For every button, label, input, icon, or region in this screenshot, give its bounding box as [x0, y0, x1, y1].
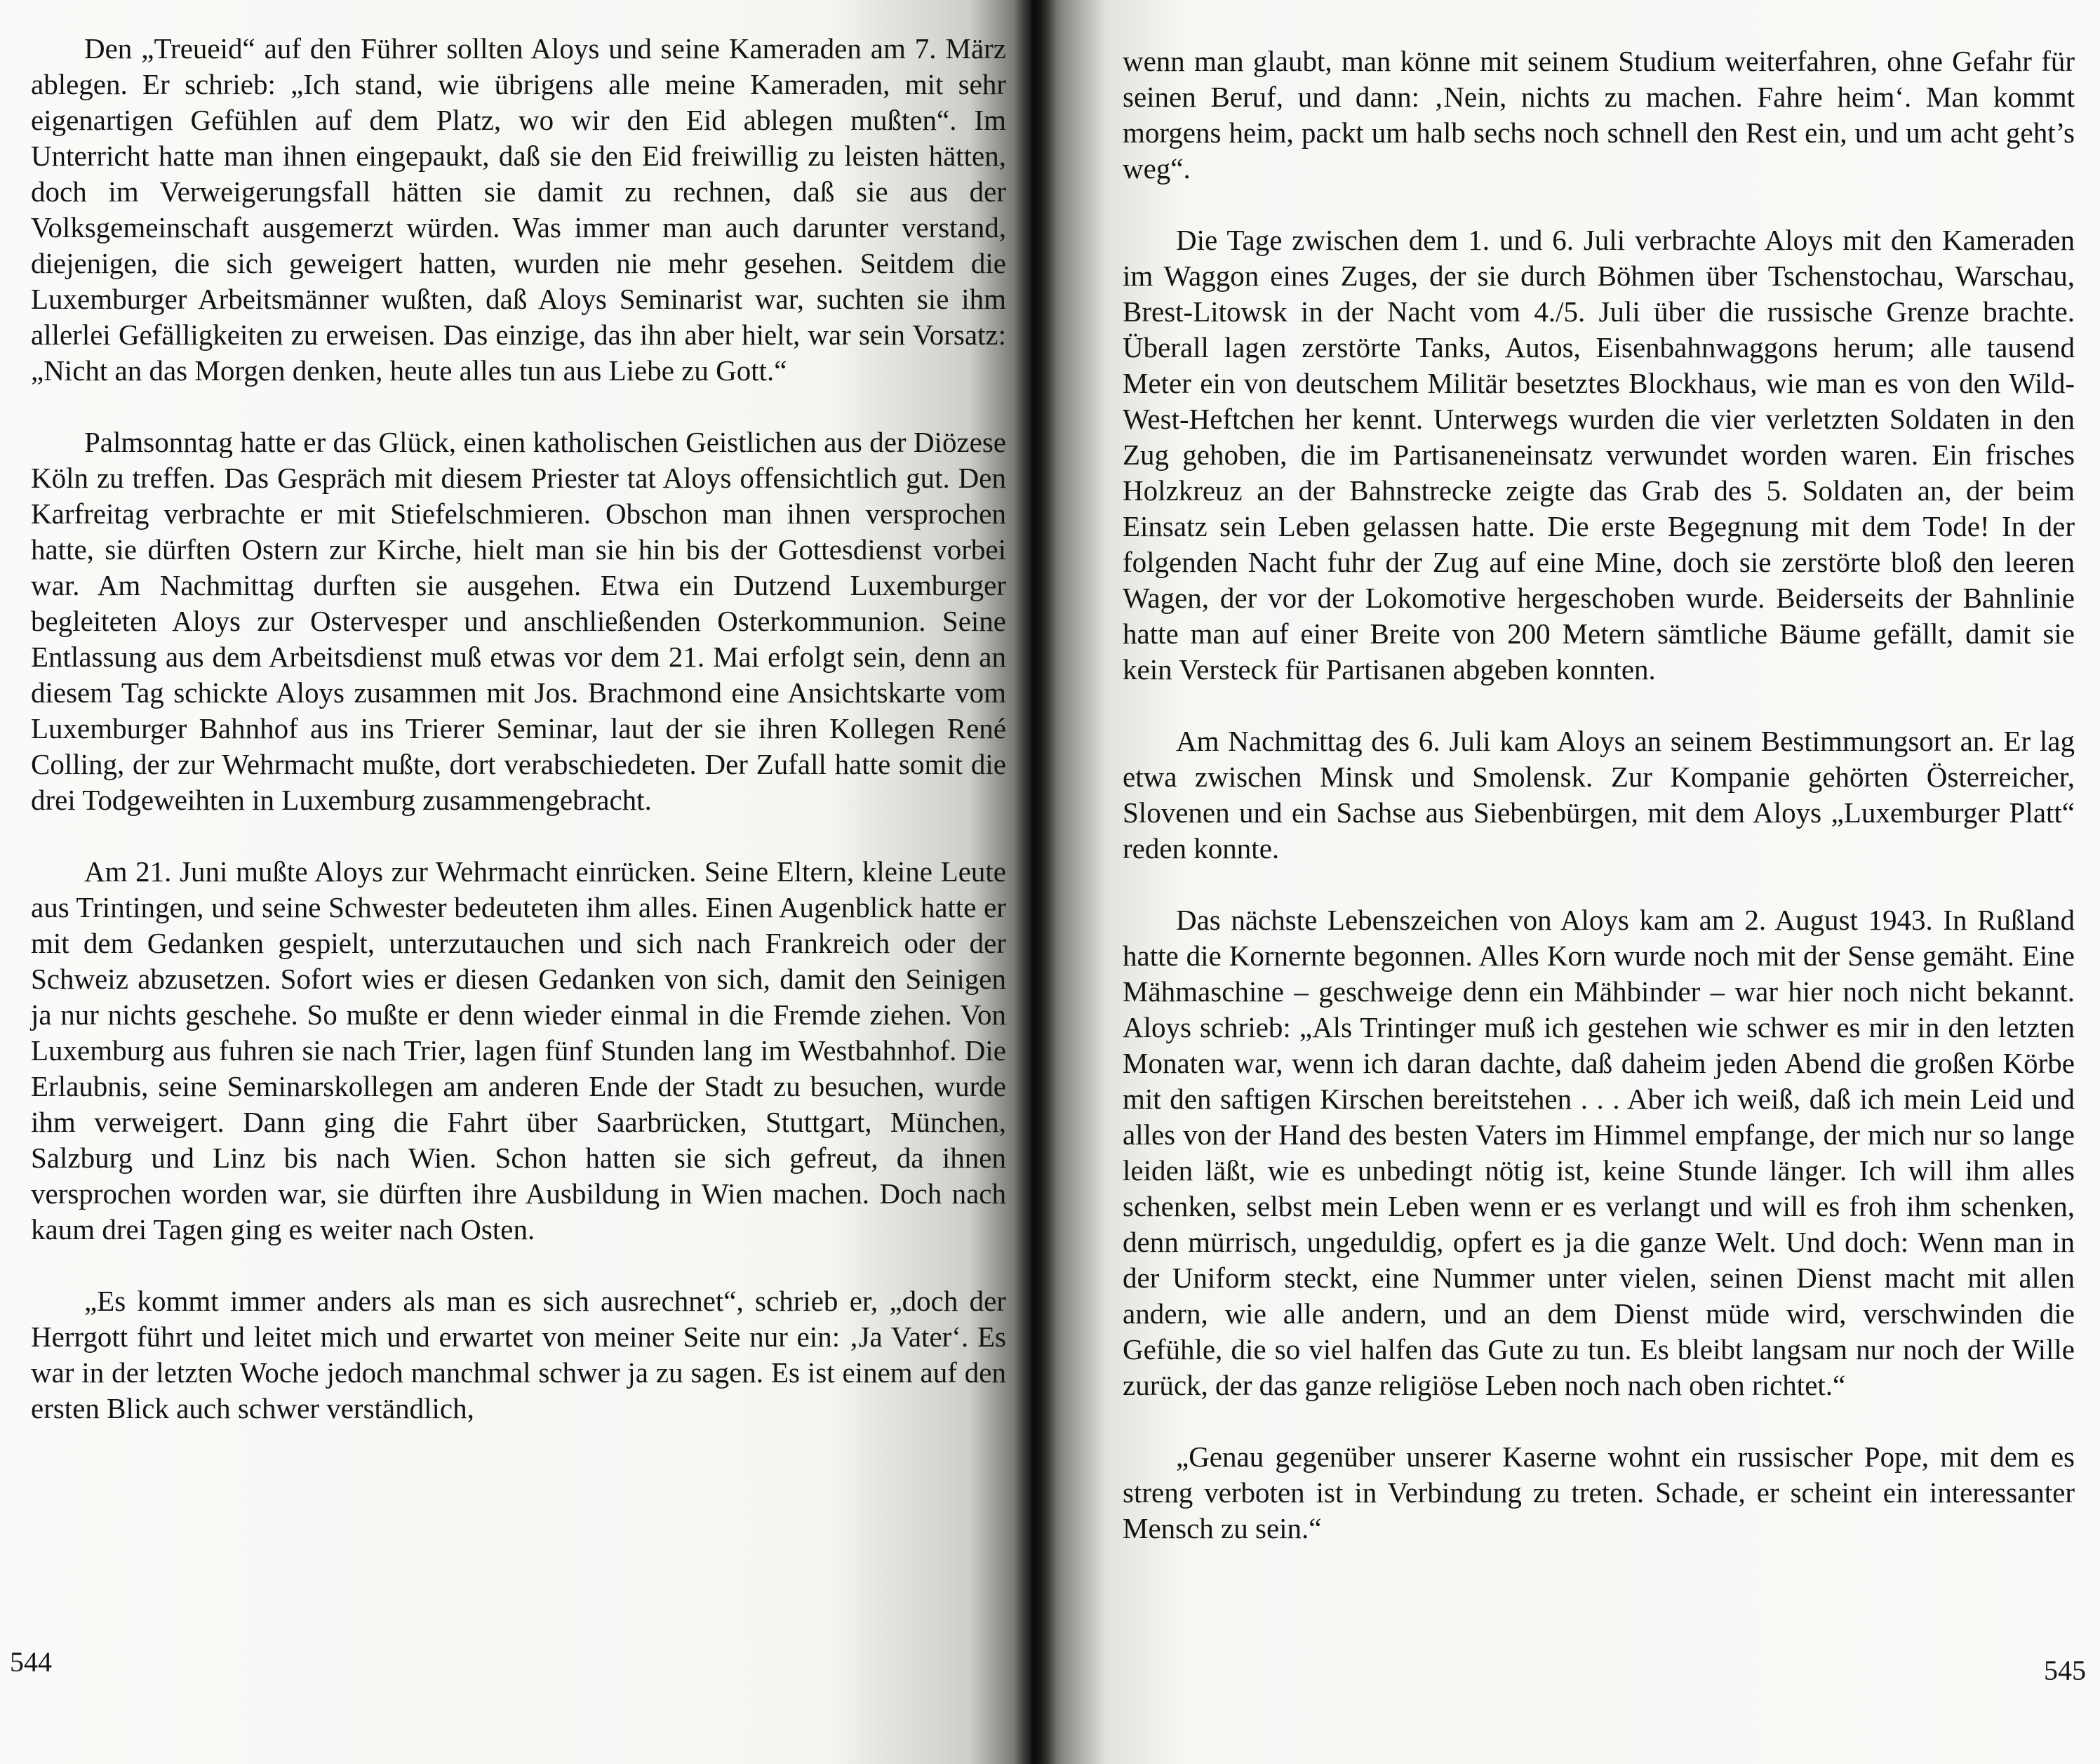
paragraph: Palmsonntag hatte er das Glück, einen katholischen Geistlichen aus der Diözese Köln zu treffen. Das Gespräch mit diesem Priester tat Aloys offensichtlich gut. Den Karfreitag verbrachte er mit Stiefelschmieren. Obschon man ihnen versprochen hatte, sie dürften Ostern zur Kirche, hielt man sie hin bis der Gottesdienst vorbei war. Am Nachmittag durften sie ausgehen. Etwa ein Dutzend Luxemburger begleiteten Aloys zur Ostervesper und anschließenden Osterkommunion. Seine Entlassung aus dem Arbeitsdienst muß etwas vor dem 21. Mai erfolgt sein, denn an diesem Tag schickte Aloys zusammen mit Jos. Brachmond eine Ansichtskarte vom Luxemburger Bahnhof aus ins Trierer Seminar, laut der sie ihren Kollegen René Colling, der zur Wehrmacht mußte, dort verabschiedeten. Der Zufall hatte somit die drei Todgeweihten in Luxemburg zusammengebracht. [31, 426, 1006, 816]
paragraph: Die Tage zwischen dem 1. und 6. Juli verbrachte Aloys mit den Kameraden im Waggon eines Zuges, der sie durch Böhmen über Tschenstochau, Warschau, Brest-Litowsk in der Nacht vom 4./5. Juli über die russische Grenze brachte. Überall lagen zerstörte Tanks, Autos, Eisenbahnwaggons herum; alle tausend Meter ein von deutschem Militär besetztes Blockhaus, wie man es von den Wild-West-Heftchen her kennt. Unterwegs wurden die vier verletzten Soldaten in den Zug gehoben, die im Partisaneneinsatz verwundet worden waren. Ein frisches Holzkreuz an der Bahnstrecke zeigte das Grab des 5. Soldaten an, der beim Einsatz sein Leben gelassen hatte. Die erste Begegnung mit dem Tode! In der folgenden Nacht fuhr der Zug auf eine Mine, doch sie zerstörte bloß den leeren Wagen, der vor der Lokomotive hergeschoben wurde. Beiderseits der Bahnlinie hatte man auf einer Breite von 200 Metern sämtliche Bäume gefällt, damit sie kein Versteck für Partisanen abgeben konnten. [1123, 224, 2075, 686]
paragraph: Am Nachmittag des 6. Juli kam Aloys an seinem Bestimmungsort an. Er lag etwa zwischen Minsk und Smolensk. Zur Kompanie gehörten Österreicher, Slovenen und ein Sachse aus Siebenbürgen, mit dem Aloys „Luxemburger Platt“ reden konnte. [1123, 725, 2075, 864]
left-page [0, 0, 1031, 1764]
page-number-right: 545 [2044, 1655, 2086, 1686]
right-page [1031, 0, 2100, 1764]
paragraph: „Genau gegenüber unserer Kaserne wohnt ein russischer Pope, mit dem es streng verboten ist in Verbindung zu treten. Schade, er scheint ein interessanter Mensch zu sein.“ [1123, 1441, 2075, 1544]
paragraph: Am 21. Juni mußte Aloys zur Wehrmacht einrücken. Seine Eltern, kleine Leute aus Trintingen, und seine Schwester bedeuteten ihm alles. Einen Augenblick hatte er mit dem Gedanken gespielt, unterzutauchen und sich nach Frankreich oder der Schweiz abzusetzen. Sofort wies er diesen Gedanken von sich, damit den Seinigen ja nur nichts geschehe. So mußte er denn wieder einmal in die Fremde ziehen. Von Luxemburg aus fuhren sie nach Trier, lagen fünf Stunden lang im Westbahnhof. Die Erlaubnis, seine Seminarskollegen am anderen Ende der Stadt zu besuchen, wurde ihm verweigert. Dann ging die Fahrt über Saarbrücken, Stuttgart, München, Salzburg und Linz bis nach Wien. Schon hatten sie sich gefreut, da ihnen versprochen worden war, sie dürften ihre Ausbildung in Wien machen. Doch nach kaum drei Tagen ging es weiter nach Osten. [31, 855, 1006, 1245]
paragraph-continued: wenn man glaubt, man könne mit seinem Studium weiterfahren, ohne Gefahr für seinen Beruf, und dann: ‚Nein, nichts zu machen. Fahre heim‘. Man kommt morgens heim, packt um halb sechs noch schnell den Rest ein, und um acht geht’s weg“. [1123, 45, 2075, 185]
paragraph: Das nächste Lebenszeichen von Aloys kam am 2. August 1943. In Rußland hatte die Kornernte begonnen. Alles Korn wurde noch mit der Sense gemäht. Eine Mähmaschine – geschweige denn ein Mähbinder – war hier noch nicht bekannt. Aloys schrieb: „Als Trintinger muß ich gestehen wie schwer es mir in den letzten Monaten war, wenn ich daran dachte, daß daheim jeden Abend die großen Körbe mit den saftigen Kirschen bereitstehen . . . Aber ich weiß, daß ich mein Leid und alles von der Hand des besten Vaters im Himmel empfange, der mich nur so lange leiden läßt, wie es unbedingt nötig ist, keine Stunde länger. Ich will ihm alles schenken, selbst mein Leben wenn er es verlangt und will es froh ihm schenken, denn mürrisch, ungeduldig, opfert es ja die ganze Welt. Und doch: Wenn man in der Uniform steckt, eine Nummer unter vielen, seinen Dienst macht mit allen andern, wie alle andern, und an dem Dienst müde wird, verschwinden die Gefühle, die so viel halfen das Gute zu tun. Es bleibt langsam nur noch der Wille zurück, der das ganze religiöse Leben noch nach oben richtet.“ [1123, 904, 2075, 1401]
page-number-left: 544 [10, 1646, 52, 1678]
paragraph: „Es kommt immer anders als man es sich ausrechnet“, schrieb er, „doch der Herrgott führt und leitet mich und erwartet von meiner Seite nur ein: ‚Ja Vater‘. Es war in der letzten Woche jedoch manchmal schwer ja zu sagen. Es ist einem auf den ersten Blick auch schwer verständlich, [31, 1285, 1006, 1424]
paragraph: Den „Treueid“ auf den Führer sollten Aloys und seine Kameraden am 7. März ablegen. Er schrieb: „Ich stand, wie übrigens alle meine Kameraden, mit sehr eigenartigen Gefühlen auf dem Platz, wo wir den Eid ablegen mußten“. Im Unterricht hatte man ihnen eingepaukt, daß sie den Eid freiwillig zu leisten hätten, doch im Verweigerungsfall hätten sie damit zu rechnen, daß sie aus der Volksgemeinschaft ausgemerzt würden. Was immer man auch darunter verstand, diejenigen, die sich geweigert hatten, wurden nie mehr gesehen. Seitdem die Luxemburger Arbeitsmänner wußten, daß Aloys Seminarist war, suchten sie ihm allerlei Gefälligkeiten zu erweisen. Das einzige, das ihn aber hielt, war sein Vorsatz: „Nicht an das Morgen denken, heute alles tun aus Liebe zu Gott.“ [31, 32, 1006, 387]
